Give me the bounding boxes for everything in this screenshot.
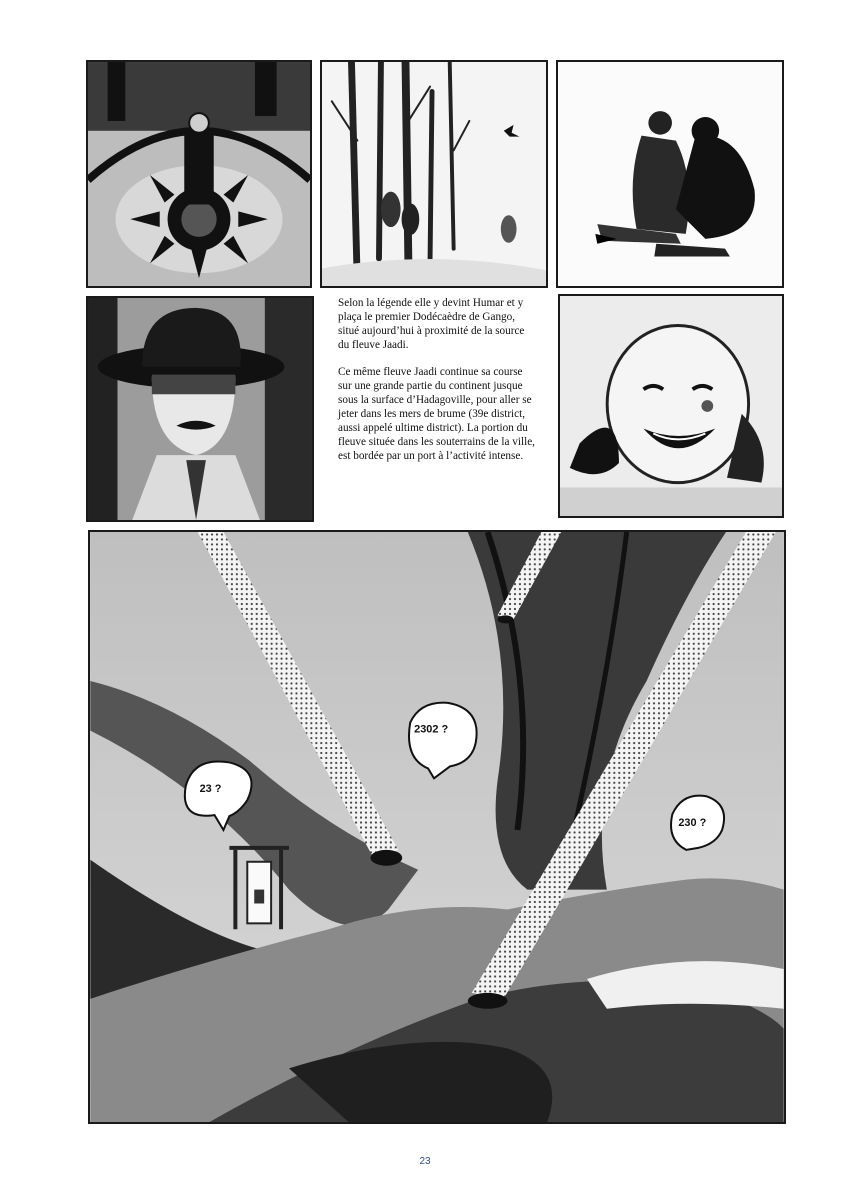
page-number: 23 [419,1156,431,1167]
embrace-illustration [558,62,782,286]
caption-paragraph-1: Selon la légende elle y devint Humar et y plaça le premier Dodécaèdre de Gango, situé aujourd’hui à proximité de la source du fleuve Jaadi. [338,297,525,351]
sun-emblem-illustration [88,62,310,286]
panel-embrace [556,60,784,288]
laughing-man-illustration [560,296,782,516]
panel-man-in-fedora [86,296,314,522]
speech-bubble-left-text: 23 ? [199,783,222,796]
snowy-forest-illustration [322,62,546,286]
caption-paragraph-2: Ce même fleuve Jaadi continue sa course sur une grande partie du continent jusque sous la surface d’Hadagoville, pour aller se jeter dans les mers de brume (39e district, aussi appelé ultime district). La portion du fleuve située dans les souterrains de la ville, est bordée par un port à l’activité intense. [338,366,535,462]
narration-caption [338,296,538,476]
panel-laughing-man [558,294,784,518]
man-in-fedora-illustration [88,298,312,520]
cave-searchlights-illustration [90,532,784,1122]
panel-cave-searchlights [88,530,786,1124]
speech-bubble-center-text: 2302 ? [414,723,449,736]
panel-sun-emblem [86,60,312,288]
speech-bubble-right-text: 230 ? [678,817,707,830]
panel-snowy-forest [320,60,548,288]
